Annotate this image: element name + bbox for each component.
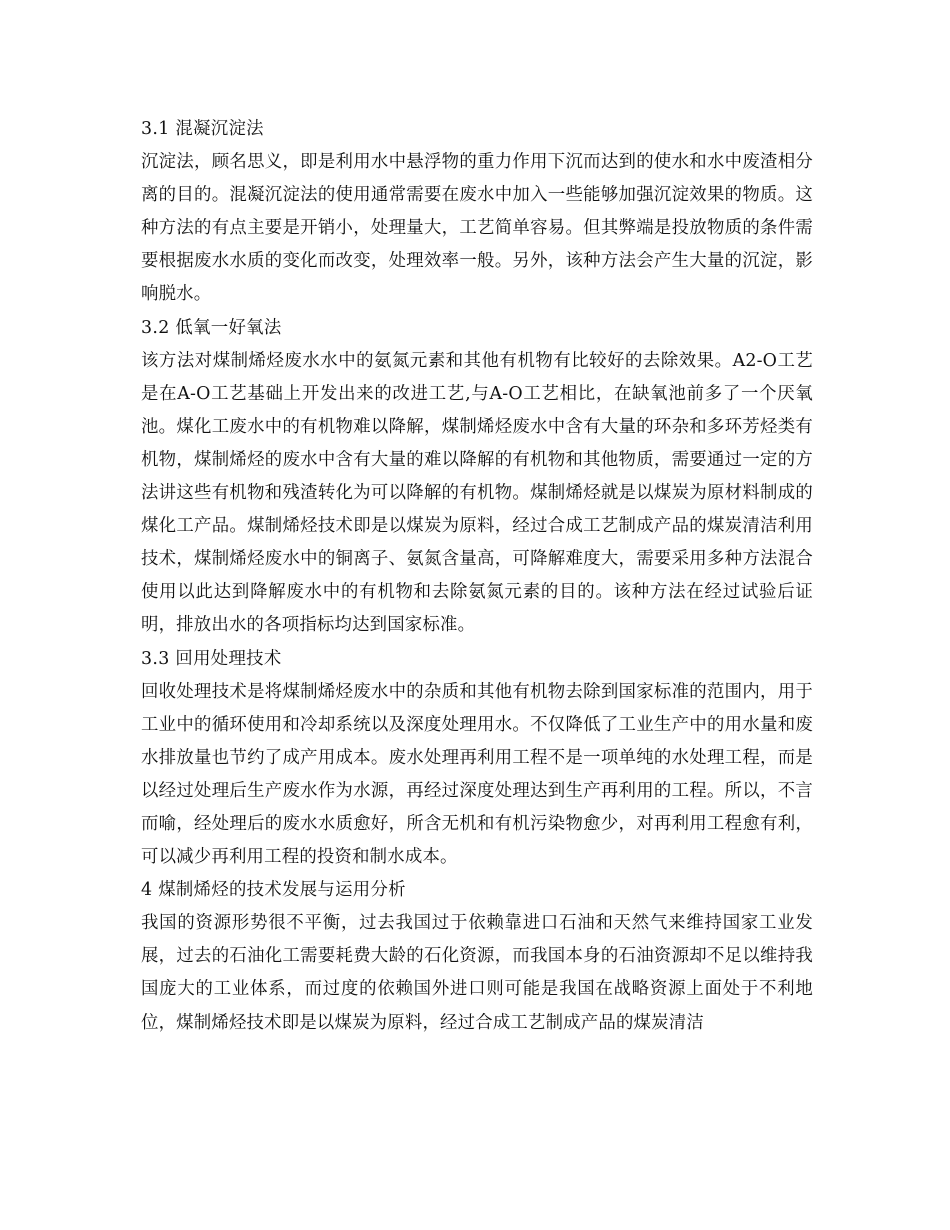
section-heading-3-3: 3.3 回用处理技术 — [141, 648, 282, 669]
section-body-3-3: 回收处理技术是将煤制烯烃废水中的杂质和其他有机物去除到国家标准的范围内，用于工业中的循环使用和冷却系统以及深度处理用水。不仅降低了工业生产中的用水量和废水排放量也节约了成产用成本。废水处理再利用工程不是一项单纯的水处理工程，而是以经过处理后生产废水作为水源，再经过深度处理达到生产再利用的工程。所以，不言而喻，经处理后的废水水质愈好，所含无机和有机污染物愈少，对再利用工程愈有利，可以减少再利用工程的投资和制水成本。 — [141, 681, 813, 868]
section-body-3-1: 沉淀法，顾名思义，即是利用水中悬浮物的重力作用下沉而达到的使水和水中废渣相分离的目的。混凝沉淀法的使用通常需要在废水中加入一些能够加强沉淀效果的物质。这种方法的有点主要是开销小，处理量大，工艺简单容易。但其弊端是投放物质的条件需要根据废水水质的变化而改变，处理效率一般。另外，该种方法会产生大量的沉淀，影响脱水。 — [141, 152, 813, 305]
section-body-4: 我国的资源形势很不平衡，过去我国过于依赖靠进口石油和天然气来维持国家工业发展，过去的石油化工需要耗费大龄的石化资源，而我国本身的石油资源却不足以维持我国庞大的工业体系，而过度的依赖国外进口则可能是我国在战略资源上面处于不利地位，煤制烯烃技术即是以煤炭为原料，经过合成工艺制成产品的煤炭清洁 — [141, 913, 813, 1033]
section-body-3-2: 该方法对煤制烯烃废水水中的氨氮元素和其他有机物有比较好的去除效果。A2-O工艺是在A-O工艺基础上开发出来的改进工艺,与A-O工艺相比，在缺氧池前多了一个厌氧池。煤化工废水中的有机物难以降解，煤制烯烃废水中含有大量的环杂和多环芳烃类有机物，煤制烯烃的废水中含有大量的难以降解的有机物和其他物质，需要通过一定的方法讲这些有机物和残渣转化为可以降解的有机物。煤制烯烃就是以煤炭为原材料制成的煤化工产品。煤制烯烃技术即是以煤炭为原料，经过合成工艺制成产品的煤炭清洁利用技术，煤制烯烃废水中的铜离子、氨氮含量高，可降解难度大，需要采用多种方法混合使用以此达到降解废水中的有机物和去除氨氮元素的目的。该种方法在经过试验后证明，排放出水的各项指标均达到国家标准。 — [141, 350, 813, 636]
section-heading-4: 4 煤制烯烃的技术发展与运用分析 — [141, 880, 406, 901]
section-heading-3-2: 3.2 低氧一好氧法 — [141, 317, 282, 338]
document-page — [141, 113, 813, 1040]
section-heading-3-1: 3.1 混凝沉淀法 — [141, 119, 264, 139]
